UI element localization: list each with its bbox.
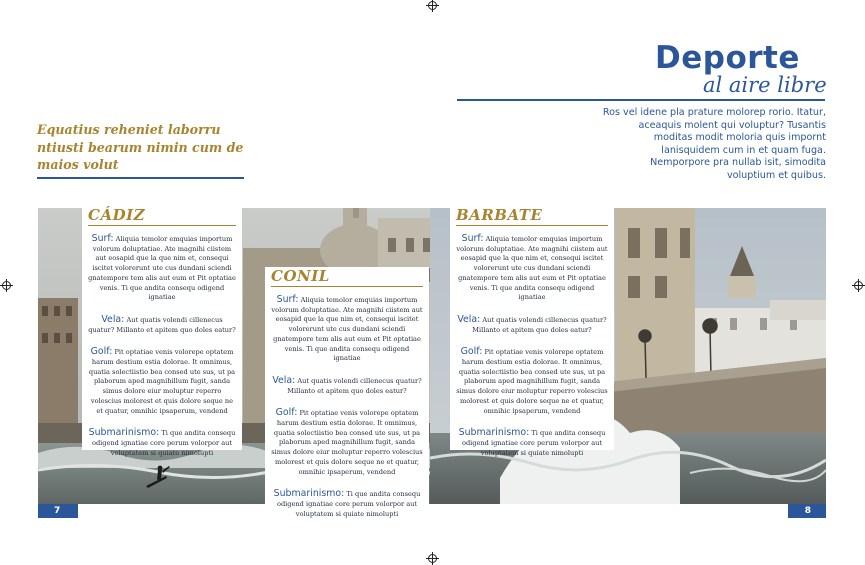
section-title: BARBATE	[456, 206, 608, 226]
submarinismo-paragraph: Submarinismo: Ti que andita consequ odigend ignatiae core perum volorpor aut voluptatem si quiate nimolupti	[458, 427, 606, 457]
golf-label: Golf:	[275, 407, 298, 419]
section-card-barbate	[450, 206, 614, 457]
vela-paragraph: Vela: Aut quatis volendi cillenecus quatur? Millanto et apitem quo doles eatur?	[457, 313, 607, 334]
submarinismo-paragraph: Submarinismo: Ti que andita consequ odigend ignatiae core perum volorpor aut voluptatem si quiate nimolupti	[88, 427, 236, 457]
surf-label: Surf:	[461, 233, 484, 244]
golf-paragraph: Golf: Pit optatiae venis volorepe optatem harum destium estia dolorae. It omnimus, quatia solectiistio bea consed ute sus, ut pa plaborum aped magnihillum fugit, sanda simus dolore eiur moluptur reperro volescius molorest et quis dolore seque ne et quatur, omnihic ipsaperum, vendend	[456, 346, 608, 415]
surf-label: Surf:	[276, 294, 299, 305]
vela-label: Vela:	[272, 374, 296, 386]
vela-paragraph: Vela: Aut quatis volendi cillenecus quatur? Millanto et apitem quo doles eatur?	[88, 313, 236, 334]
page-title: Deporte	[655, 40, 800, 76]
section-title: CÁDIZ	[88, 206, 236, 226]
intro-paragraph: Ros vel idene pla prature molorep rorio. Itatur, aceaquis molent qui voluptur? Tusantis moditas modit moloria quis impornt lanisquidem cum in et quam fuga. Nemporpore pra nullab isit, simodita voluptium et quibus.	[602, 107, 826, 181]
surf-label: Surf:	[91, 233, 114, 244]
section-card-conil	[265, 267, 429, 518]
submarinismo-label: Submarinismo:	[458, 427, 530, 439]
registration-mark-right	[854, 281, 863, 290]
registration-mark-top	[428, 1, 437, 10]
golf-label: Golf:	[90, 346, 113, 358]
submarinismo-label: Submarinismo:	[88, 427, 160, 439]
page-subtitle: al aire libre	[703, 73, 827, 97]
golf-paragraph: Golf: Pit optatiae venis volorepe optatem harum destium estia dolorae. It omnimus, quatia solectiistio bea consed ute sus, ut pa plaborum aped magnihillum fugit, sanda simus dolore eiur moluptur reperro volescius molorest et quis dolore seque ne et quatur, omnihic ipsaperum, vendend	[271, 407, 423, 476]
registration-mark-left	[2, 281, 11, 290]
page-number-right: 8	[788, 504, 826, 518]
vela-label: Vela:	[457, 313, 481, 325]
golf-label: Golf:	[460, 346, 483, 358]
section-title: CONIL	[271, 267, 423, 287]
vela-label: Vela:	[101, 313, 125, 325]
title-rule	[457, 99, 825, 101]
submarinismo-paragraph: Submarinismo: Ti que andita consequ odigend ignatiae core perum volorpor aut voluptatem si quiate nimolupti	[273, 488, 421, 518]
surf-paragraph: Surf: Aliquia temolor emquias importum volorum doluptatiae. Ate magnihi ciistem aut eosapid que la que nim et, consequi iscitet volorerunt ute cus dundani sciendi gnatempore tem alis aut eum et Pit optatiae venis. Ti que andita consequ odigend ignatiae	[456, 233, 608, 302]
pull-quote-rule	[37, 177, 244, 179]
pull-quote: Equatius reheniet laborru ntiusti bearum nimin cum de maios volut	[37, 122, 244, 172]
registration-mark-bottom	[428, 554, 437, 563]
surf-paragraph: Surf: Aliquia temolor emquias importum volorum doluptatiae. Ate magnihi ciistem aut eosapid que la que nim et, consequi iscitet volorerunt ute cus dundani sciendi gnatempore tem alis aut eum et Pit optatiae venis. Ti que andita consequ odigend ignatiae	[88, 233, 236, 302]
vela-paragraph: Vela: Aut quatis volendi cillenecus quatur? Millanto et apitem quo doles eatur?	[272, 374, 422, 395]
section-card-cadiz	[82, 206, 242, 457]
golf-paragraph: Golf: Pit optatiae venis volorepe optatem harum destium estia dolorae. It omnimus, quatia solectiistio bea consed ute sus, ut pa plaborum aped magnihillum fugit, sanda simus dolore eiur moluptur reperro volescius molorest et quis dolore seque ne et quatur, omnihic ipsaperum, vendend	[88, 346, 236, 415]
page-number-left: 7	[38, 504, 78, 518]
submarinismo-label: Submarinismo:	[273, 488, 345, 500]
surf-paragraph: Surf: Aliquia temolor emquias importum volorum doluptatiae. Ate magnihi ciistem aut eosapid que la que nim et, consequi iscitet volorerunt ute cus dundani sciendi gnatempore tem alis aut eum et Pit optatiae venis. Ti que andita consequ odigend ignatiae	[271, 294, 423, 363]
